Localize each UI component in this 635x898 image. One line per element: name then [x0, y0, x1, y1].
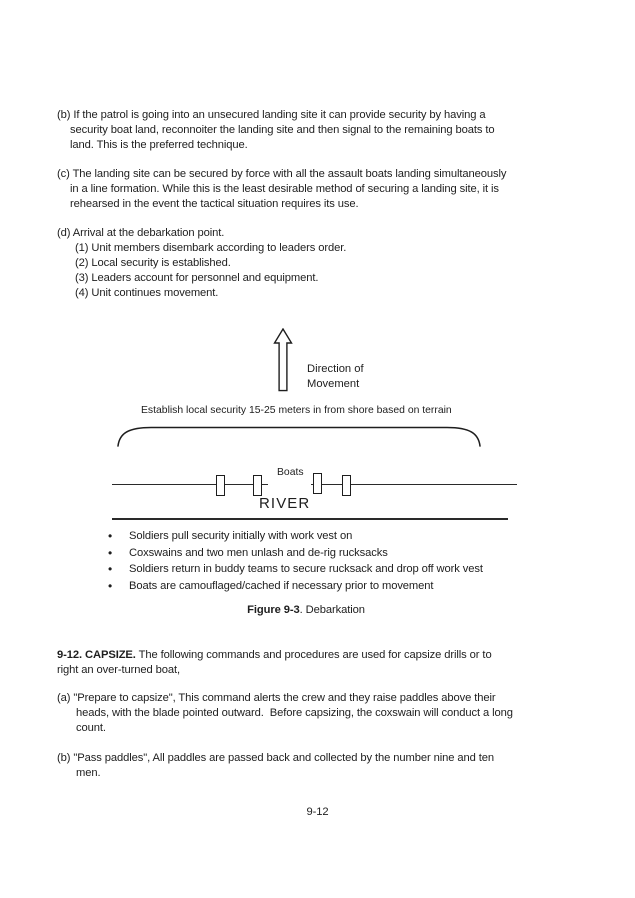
para-line [57, 751, 494, 766]
para-line: land. This is the preferred technique. [70, 139, 248, 151]
capsize-para-b [57, 751, 494, 781]
bullet-item: • Soldiers return in buddy teams to secure rucksack and drop off work vest [108, 562, 483, 577]
para-marker: (a) [57, 692, 71, 704]
para-line: count. [76, 722, 106, 734]
page-number: 9-12 [306, 806, 329, 818]
para-text: The landing site can be secured by force with all the assault boats landing simultaneously [72, 168, 507, 180]
para-landing-c [57, 167, 506, 212]
bullet-dot-icon: • [108, 578, 113, 593]
para-line [57, 691, 513, 706]
figure-caption-title: . Debarkation [299, 604, 365, 616]
para-line [57, 226, 346, 241]
para-marker: (d) [57, 227, 71, 239]
figure-caption-number: Figure 9-3 [247, 604, 300, 616]
shore-arc [116, 424, 482, 448]
far-shore-line [112, 518, 508, 520]
bullet-item: • Coxswains and two men unlash and de-rig rucksacks [108, 545, 388, 560]
boat-rect [342, 475, 351, 496]
direction-of-movement-label: Direction of Movement [307, 363, 364, 390]
boat-rect [253, 475, 262, 496]
para-line [57, 648, 492, 663]
para-marker: (b) [57, 109, 71, 121]
bullet-dot-icon: • [108, 562, 113, 577]
para-line: security boat land, reconnoiter the landing site and then signal to the remaining boats to [70, 124, 495, 136]
para-line: heads, with the blade pointed outward. Before capsizing, the coxswain will conduct a long [76, 707, 513, 719]
shore-line-left [112, 484, 268, 485]
debarkation-item: (3) Leaders account for personnel and equipment. [75, 272, 319, 284]
para-text: "Prepare to capsize", This command alerts the crew and they raise paddles above their [73, 692, 496, 704]
para-line [57, 167, 506, 182]
bullet-item: • Boats are camouflaged/cached if necessary prior to movement [108, 578, 434, 593]
boat-rect [313, 473, 322, 494]
river-label: RIVER [259, 495, 311, 512]
debarkation-item: (1) Unit members disembark according to leaders order. [75, 242, 347, 254]
capsize-heading-para [57, 648, 492, 678]
para-text: "Pass paddles", All paddles are passed back and collected by the number nine and ten [73, 752, 494, 764]
para-text: The following commands and procedures are used for capsize drills or to [135, 649, 492, 661]
boats-label: Boats [277, 467, 304, 478]
para-line [57, 108, 494, 123]
para-line: rehearsed in the event the tactical situation requires its use. [70, 198, 359, 210]
para-text: If the patrol is going into an unsecured landing site it can provide security by having a [73, 109, 486, 121]
para-landing-b [57, 108, 494, 153]
bullet-dot-icon: • [108, 545, 113, 560]
para-text: Arrival at the debarkation point. [72, 227, 225, 239]
para-marker: (c) [57, 168, 70, 180]
capsize-heading-number: 9-12. CAPSIZE. [57, 649, 136, 661]
para-debarkation-d [57, 226, 346, 301]
direction-arrow-icon [273, 328, 293, 392]
para-line: men. [76, 767, 101, 779]
debarkation-bullet-list [108, 528, 483, 594]
boat-rect [216, 475, 225, 496]
para-line: in a line formation. While this is the least desirable method of securing a landing site, it is [70, 183, 499, 195]
capsize-para-a [57, 691, 513, 736]
debarkation-item: (4) Unit continues movement. [75, 287, 219, 299]
debarkation-item: (2) Local security is established. [75, 257, 231, 269]
bullet-item: • Soldiers pull security initially with work vest on [108, 529, 353, 543]
security-distance-note: Establish local security 15-25 meters in from shore based on terrain [141, 405, 452, 416]
para-marker: (b) [57, 752, 71, 764]
figure-caption [0, 603, 612, 618]
para-line: right an over-turned boat, [57, 664, 181, 676]
bullet-dot-icon: • [108, 529, 113, 543]
